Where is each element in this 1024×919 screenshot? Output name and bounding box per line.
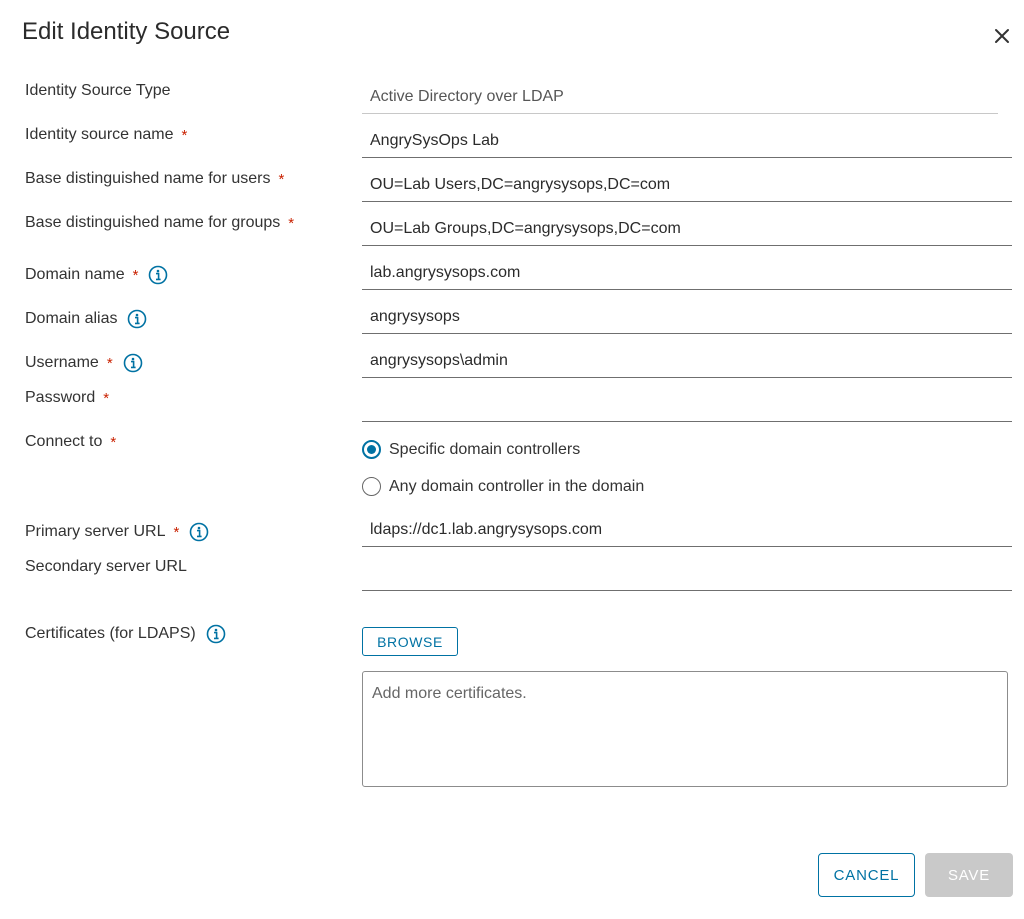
domain-name-label-text: Domain name: [25, 266, 125, 283]
identity-source-type-value: Active Directory over LDAP: [362, 82, 998, 114]
password-label-text: Password: [25, 389, 96, 406]
primary-server-url-label-text: Primary server URL: [25, 523, 166, 540]
domain-alias-label-text: Domain alias: [25, 310, 118, 327]
domain-name-label: [25, 265, 168, 285]
domain-alias-label: [25, 309, 147, 329]
info-icon[interactable]: [189, 522, 209, 542]
identity-source-name-label-text: Identity source name: [25, 126, 174, 143]
required-marker: *: [106, 354, 113, 372]
identity-source-name-label: [25, 126, 187, 144]
base-dn-groups-label: [25, 214, 294, 232]
password-input[interactable]: [362, 390, 1012, 422]
dialog-title: Edit Identity Source: [22, 18, 231, 45]
secondary-server-url-input[interactable]: [362, 559, 1012, 591]
domain-alias-input[interactable]: angrysysops: [362, 302, 1012, 334]
base-dn-groups-label-text: Base distinguished name for groups: [25, 214, 281, 231]
identity-source-name-input[interactable]: AngrySysOps Lab: [362, 126, 1012, 158]
cancel-button[interactable]: CANCEL: [818, 853, 915, 897]
connect-to-label: [25, 433, 116, 451]
required-marker: *: [278, 170, 285, 188]
certificates-textarea[interactable]: [362, 671, 1008, 787]
required-marker: *: [173, 523, 180, 541]
browse-button[interactable]: BROWSE: [362, 627, 458, 656]
radio-specific-domain-controllers[interactable]: [362, 440, 580, 459]
radio-selected-indicator[interactable]: [362, 440, 381, 459]
close-button[interactable]: [990, 24, 1014, 48]
username-label: [25, 353, 143, 373]
primary-server-url-label: [25, 522, 209, 542]
radio-any-domain-controller[interactable]: [362, 477, 644, 496]
required-marker: *: [288, 214, 295, 232]
info-icon[interactable]: [123, 353, 143, 373]
save-button[interactable]: SAVE: [925, 853, 1013, 897]
required-marker: *: [181, 126, 188, 144]
info-icon[interactable]: [127, 309, 147, 329]
identity-source-type-label-text: Identity Source Type: [25, 82, 171, 99]
connect-to-label-text: Connect to: [25, 433, 103, 450]
username-label-text: Username: [25, 354, 99, 371]
base-dn-groups-input[interactable]: OU=Lab Groups,DC=angrysysops,DC=com: [362, 214, 1012, 246]
certificates-label: [25, 624, 226, 644]
required-marker: *: [110, 433, 117, 451]
username-input[interactable]: angrysysops\admin: [362, 346, 1012, 378]
close-icon: [990, 24, 1014, 48]
base-dn-users-label-text: Base distinguished name for users: [25, 170, 271, 187]
primary-server-url-input[interactable]: ldaps://dc1.lab.angrysysops.com: [362, 515, 1012, 547]
info-icon[interactable]: [148, 265, 168, 285]
base-dn-users-input[interactable]: OU=Lab Users,DC=angrysysops,DC=com: [362, 170, 1012, 202]
password-label: [25, 389, 109, 407]
radio-unselected-indicator[interactable]: [362, 477, 381, 496]
secondary-server-url-label-text: Secondary server URL: [25, 558, 187, 575]
certificates-label-text: Certificates (for LDAPS): [25, 625, 196, 642]
identity-source-type-label: [25, 82, 171, 100]
info-icon[interactable]: [206, 624, 226, 644]
domain-name-input[interactable]: lab.angrysysops.com: [362, 258, 1012, 290]
required-marker: *: [103, 389, 110, 407]
radio-label: Specific domain controllers: [389, 440, 581, 458]
radio-label: Any domain controller in the domain: [389, 477, 645, 495]
base-dn-users-label: [25, 170, 284, 188]
required-marker: *: [132, 266, 139, 284]
secondary-server-url-label: [25, 558, 187, 576]
